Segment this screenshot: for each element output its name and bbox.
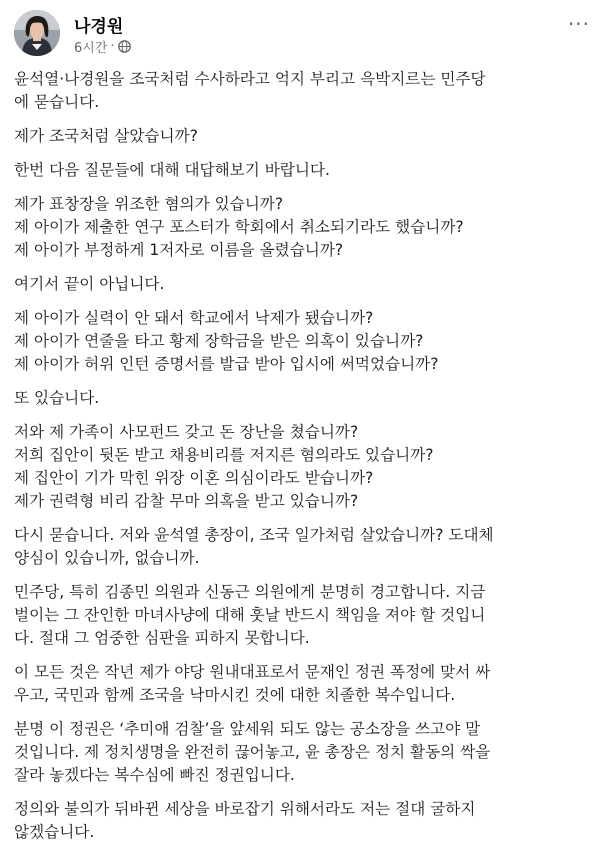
post-paragraph: 제가 조국처럼 살았습니까? <box>14 127 198 145</box>
post-paragraph: 또 있습니다. <box>14 389 100 407</box>
profile-photo-icon <box>14 10 60 56</box>
post-paragraph: 저와 제 가족이 사모펀드 갖고 돈 장난을 쳤습니까? 저희 집안이 뒷돈 받고 채용비리를 저지른 혐의라도 있습니까? 제 집안이 기가 막힌 위장 이혼 의심이라도 받습니까? 제가 권력형 비리 감찰 무마 의혹을 받고 있습니까? <box>14 423 434 510</box>
post-paragraph: 윤석열·나경원을 조국처럼 수사하라고 억지 부리고 윽박지르는 민주당 에 묻습니다. <box>14 70 486 111</box>
more-options-icon[interactable]: ··· <box>567 12 590 36</box>
post-paragraph: 여기서 끝이 아닙니다. <box>14 275 165 293</box>
post-paragraph: 정의와 불의가 뒤바뀐 세상을 바로잡기 위해서라도 저는 절대 굴하지 않겠습니다. <box>14 800 476 841</box>
meta-separator: · <box>110 39 115 54</box>
post-body <box>14 68 599 855</box>
author-name[interactable]: 나경원 <box>74 17 124 37</box>
post-paragraph: 이 모든 것은 작년 제가 야당 원내대표로서 문재인 정권 폭정에 맞서 싸 우고, 국민과 함께 조국을 낙마시킨 것에 대한 치졸한 복수입니다. <box>14 663 491 704</box>
post-paragraph: 민주당, 특히 김종민 의원과 신동근 의원에게 분명히 경고합니다. 지금 벌이는 그 잔인한 마녀사냥에 대해 훗날 반드시 책임을 져야 할 것입니 다. 절대 그 엄중한 심판을 피하지 못합니다. <box>14 583 486 647</box>
post-paragraph: 다시 묻습니다. 저와 윤석열 총장이, 조국 일가처럼 살았습니까? 도대체 양심이 있습니까, 없습니까. <box>14 526 494 567</box>
post-header <box>14 10 594 62</box>
globe-icon[interactable] <box>118 40 131 53</box>
post-paragraph: 제 아이가 실력이 안 돼서 학교에서 낙제가 됐습니까? 제 아이가 연줄을 타고 황제 장학금을 받은 의혹이 있습니까? 제 아이가 허위 인턴 증명서를 발급 받아 입시에 써먹었습니까? <box>14 309 439 373</box>
avatar[interactable] <box>14 10 60 56</box>
post-meta <box>74 37 131 56</box>
post-paragraph: 제가 표창장을 위조한 혐의가 있습니까? 제 아이가 제출한 연구 포스터가 학회에서 취소되기라도 했습니까? 제 아이가 부정하게 1저자로 이름을 올렸습니까? <box>14 195 464 259</box>
post-time[interactable]: 6시간 <box>74 41 108 56</box>
post-paragraph: 분명 이 정권은 ‘추미애 검찰’을 앞세워 되도 않는 공소장을 쓰고야 말 것입니다. 제 정치생명을 완전히 끊어놓고, 윤 총장은 정치 활동의 싹을 잘라 놓겠다는 복수심에 빠진 정권입니다. <box>14 720 491 784</box>
post-paragraph: 한번 다음 질문들에 대해 대답해보기 바랍니다. <box>14 161 330 179</box>
